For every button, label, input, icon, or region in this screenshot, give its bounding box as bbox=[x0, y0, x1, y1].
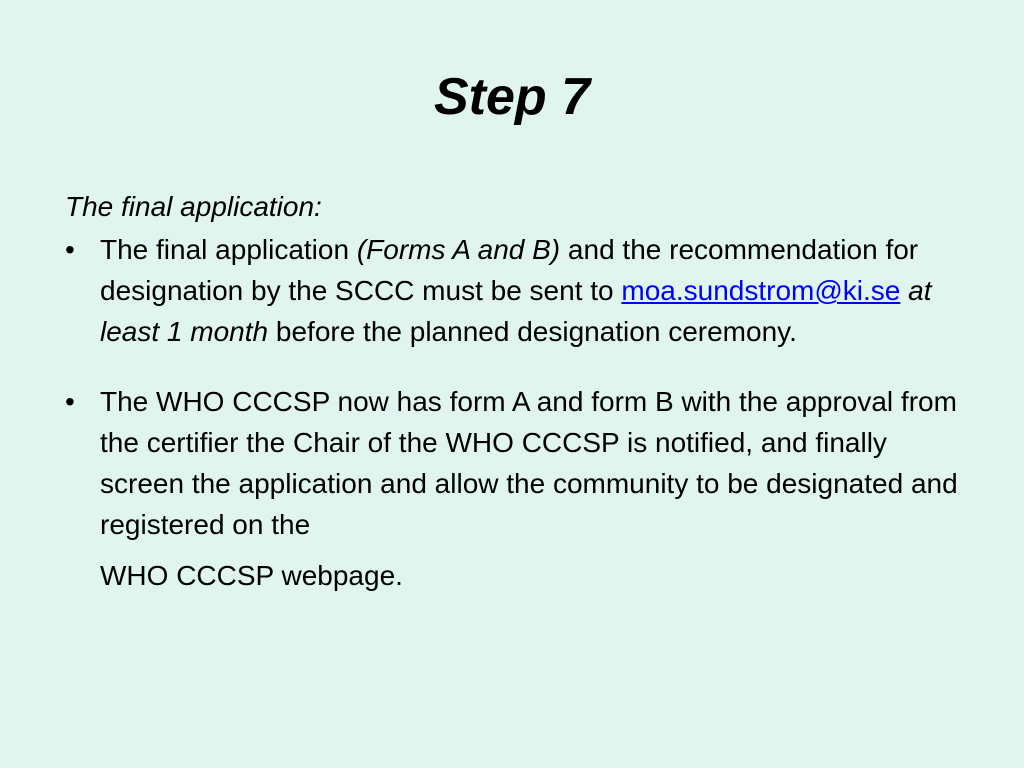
slide-title: Step 7 bbox=[433, 68, 591, 126]
bullet1-deadline-italic: at least 1 month bbox=[100, 275, 932, 347]
bullet1-text-2: and the recommendation for designation by the SCCC must be sent to bbox=[100, 234, 919, 306]
bullet1-text-1: The final application bbox=[100, 234, 357, 265]
bullet2-last-line: WHO CCCSP webpage. bbox=[100, 560, 403, 591]
bullet1-forms-italic: (Forms A and B) bbox=[356, 234, 561, 265]
subtitle: The final application: bbox=[65, 191, 322, 222]
slide-content bbox=[65, 186, 965, 596]
bullet-icon: • bbox=[65, 386, 75, 417]
bullet-item-who-cccsp bbox=[65, 381, 965, 596]
bullet1-text-3: before the planned designation ceremony. bbox=[268, 316, 797, 347]
bullet-item-final-application bbox=[65, 229, 965, 352]
email-link[interactable]: moa.sundstrom@ki.se bbox=[621, 275, 901, 306]
bullet2-text: The WHO CCCSP now has form A and form B with the approval from the certifier the Chair of the WHO CCCSP is notified, and finally screen the application and allow the community to be designated and registered on the bbox=[100, 386, 958, 540]
bullet-icon: • bbox=[65, 234, 75, 265]
